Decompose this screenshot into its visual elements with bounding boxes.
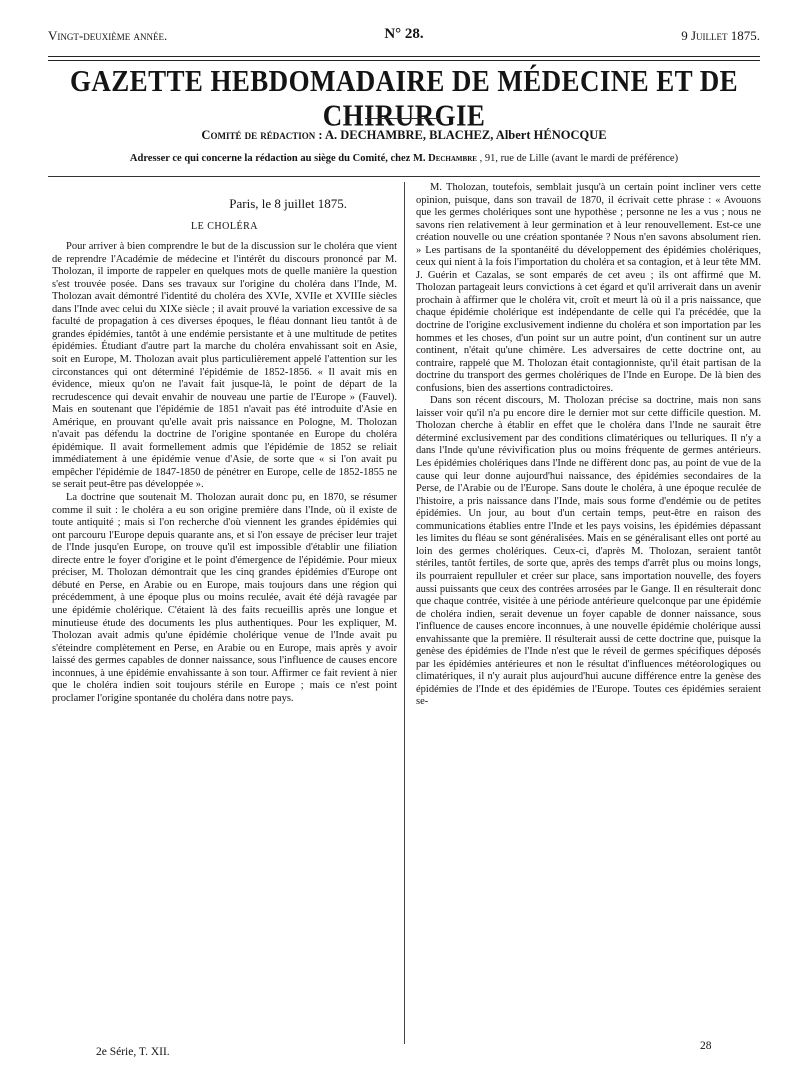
dateline: Paris, le 8 juillet 1875. <box>229 196 347 211</box>
committee-label: Comité de rédaction : <box>201 128 323 142</box>
title-divider <box>365 118 440 119</box>
left-column <box>52 182 397 705</box>
masthead <box>48 18 760 58</box>
series-label: 2e Série, T. XII. <box>96 1046 170 1058</box>
address-name: Dechambre <box>428 153 477 164</box>
committee-members: A. DECHAMBRE, BLACHEZ, Albert HÉNOCQUE <box>324 128 607 142</box>
paragraph: M. Tholozan, toutefois, semblait jusqu'à un certain point incliner vers cette opinion, puisque, dans son travail de 1870, il écrivait cette phrase : « Avouons que les germes cholériques sont une hypothèse ; personne ne les a vus ; nous ne savons rien relativement à leur germination et à leur renouvellement. Est-ce une création nouvelle ou une création spontanée ? Nous n'en savons absolument rien. » Les partisans de la spontanéité du développement des épidémies cholériques, ceux qui nient à la fois l'importation du choléra et sa contagion, et à leur tête MM. J. Guérin et Cazalas, se sont emparés de cet aveu ; ils ont affirmé que M. Tholozan partageait leurs convictions à cet égard et qu'il arriverait dans un avenir prochain à affirmer que le choléra vit, croît et meurt là où il a pris naissance, que chaque épidémie cholérique est indépendante de celle qui l'a précédée, que la doctrine de l'origine exclusivement indienne du choléra et son importation par les hommes et les choses, d'un point sur un autre point, d'un continent sur un autre continent, n'était qu'une chimère. Les adversaires de cette doctrine ont, au contraire, rappelé que M. Tholozan était contagionniste, qu'il était partisan de la doctrine du transport des germes cholériques de l'Inde en Europe. De là bien des confusions, bien des assertions contradictoires. <box>416 182 761 394</box>
masthead-divider <box>48 56 760 61</box>
article-heading: LE CHOLÉRA <box>191 220 258 232</box>
right-column <box>416 182 761 709</box>
address-part2: , 91, rue de Lille (avant le mardi de préférence) <box>479 153 679 164</box>
edition-label: Vingt-deuxième année. <box>48 28 168 43</box>
paragraph: La doctrine que soutenait M. Tholozan aurait donc pu, en 1870, se résumer comme il suit : le choléra a eu son origine première dans l'Inde, où il existe de toute antiquité ; mais si l'on recherche d'où viennent les grandes épidémies qui ont parcouru l'Europe depuis quarante ans, et si l'on essaye de préciser leur trajet de l'Inde jusqu'en Europe, on trouve qu'il est impossible d'établir une filiation directe entre le foyer d'origine et le point d'émergence de l'épidémie. Pour mieux préciser, M. Tholozan démontrait que les cinq grandes épidémies d'Europe ont débuté en Perse, en Arabie ou en Europe, mais toujours dans une région qui précédemment, à une époque plus ou moins reculée, avait été déjà ravagée par une épidémie cholérique. C'étaient là des faits recueillis après une longue et minutieuse étude des documents les plus authentiques. Pour les expliquer, M. Tholozan avait admis qu'une épidémie cholérique venue de l'Inde avait pu s'éteindre complètement en Perse, en Arabie ou en Europe, mais après y avoir laissé des germes capables de donner naissance, sous l'influence de causes encore inconnues, à une épidémie envahissante à son tour. Affirmer ce fait revient à nier que le choléra indien soit toujours stérile en Europe ; mais ce n'est point proclamer l'origine spontanée du choléra dans notre pays. <box>52 492 397 704</box>
paragraph: Pour arriver à bien comprendre le but de la discussion sur le choléra que vient de reprendre l'Académie de médecine et l'intérêt du discours prononcé par M. Tholozan, il importe de rappeler en quelques mots de quelle manière la question s'est trouvée posée. Dans ses travaux sur l'origine du choléra dans l'Inde, M. Tholozan avait démontré l'identité du choléra des XVIe, XVIIe et XVIIIe siècles dans l'Inde avec celui du XIXe siècle ; il avait prouvé la variation excessive de sa faculté de propagation à ces diverses époques, le fléau donnant lieu tantôt à de grandes épidémies, tantôt à une endémie persistante et à une multitude de petites épidémies. Étudiant d'autre part la marche du choléra envahissant soit en Asie, soit en Europe, M. Tholozan avait plus particulièrement appelé l'attention sur les circonstances qui ont déterminé l'épidémie de 1852-1856. « Il avait mis en évidence, mieux qu'on ne l'avait fait jusque-là, le point de départ de la recrudescence qui devait envahir de nouveau une partie de l'Europe » (Fauvel). Mais en soutenant que l'épidémie de 1851 n'avait pas été introduite d'Asie en Amérique, en prouvant qu'elle avait pris naissance en Pologne, M. Tholozan n'avait pas défendu la doctrine de l'origine spontanée en Europe du choléra épidémique. Il avait formellement admis que l'épidémie de 1852 se reliait immédiatement à une épidémie venue d'Asie, de sorte que « si l'on avait pu empêcher l'épidémie de 1847-1850 de pénétrer en Europe, celle de 1852-1855 ne se serait peut-être pas développée ». <box>52 241 397 491</box>
issue-number: N° 28. <box>384 26 424 42</box>
address-part1: Adresser ce qui concerne la rédaction au siège du Comité, chez M. <box>129 153 426 164</box>
header-bottom-rule <box>48 176 760 177</box>
editorial-committee <box>48 128 760 143</box>
journal-title: GAZETTE HEBDOMADAIRE DE MÉDECINE ET DE CHIRURGIE <box>69 64 739 133</box>
page-number: 28 <box>700 1040 712 1052</box>
issue-date: 9 Juillet 1875. <box>681 28 760 43</box>
editorial-address <box>48 153 760 164</box>
paragraph: Dans son récent discours, M. Tholozan précise sa doctrine, mais non sans laisser voir qu'il n'a pu encore dire le dernier mot sur cette difficile question. M. Tholozan cherche à établir en effet que le choléra dans l'Inde ne saurait être déterminé exclusivement par des conditions climatériques ou telluriques. Il n'y a dans l'Inde qu'une révivification plus ou moins fréquente de germes antérieurs. Les épidémies cholériques dans l'Inde ne diffèrent donc pas, au point de vue de la cause qui leur donne aujourd'hui naissance, des épidémies secondaires de la Perse, de l'Arabie ou de l'Europe. Sans doute le choléra, à une époque reculée de l'histoire, a pris naissance dans l'Inde, mais sous forme d'endémie ou de petites épidémies. Un jour, au bout d'un certain temps, peut-être en raison des communications établies entre l'Inde et les pays voisins, les épidémies dépassant les limites du fléau se sont généralisées. Mais en se généralisant elles ont porté au loin des germes cholériques. Ceux-ci, d'après M. Tholozan, seraient tantôt stériles, tantôt fertiles, de sorte que, après des temps d'arrêt plus ou moins longs, ils pourraient repulluler et créer sur place, sans importation nouvelle, des foyers aussi puissants que ceux des contrées arrosées par le Gange. Il en résulterait donc que chaque contrée, visitée à une période antérieure quelconque par une épidémie de choléra indien, serait devenue un foyer capable de donner naissance, sous l'influence de causes encore inconnues, à une nouvelle épidémie cholérique aussi envahissante que la première. Il résulterait aussi de cette doctrine que, puisque la genèse des épidémies de l'Inde n'est que le réveil de germes spécifiques déposés par les épidémies antérieures et non le résultat d'influences météorologiques ou climatériques, il n'y aurait plus aujourd'hui aucune différence entre la genèse des épidémies de l'Inde et des épidémies de l'Europe. Toutes ces épidémies seraient se- <box>416 395 761 708</box>
column-divider <box>404 182 405 1044</box>
